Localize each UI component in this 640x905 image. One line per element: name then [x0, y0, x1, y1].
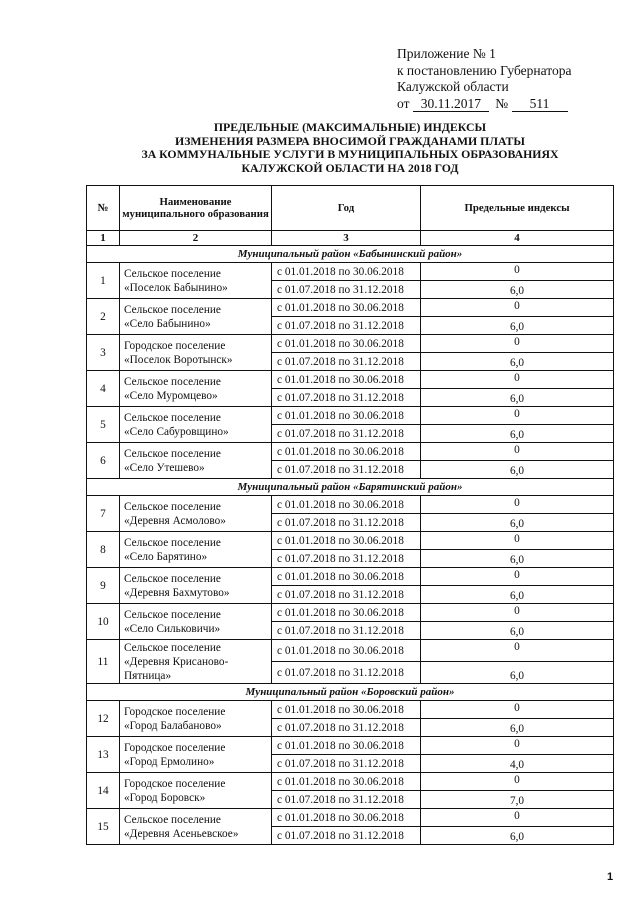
- index-first-half: 0: [421, 773, 614, 791]
- municipality-name: [120, 568, 272, 604]
- table-row: [87, 299, 614, 317]
- period-first-half: с 01.01.2018 по 30.06.2018: [272, 604, 421, 622]
- table-row: [87, 443, 614, 461]
- municipality-type: Городское поселение: [124, 705, 226, 718]
- index-second-half: 6,0: [421, 389, 614, 407]
- appendix-line-2: к постановлению Губернатора: [397, 62, 572, 78]
- row-number: 10: [87, 604, 120, 640]
- period-second-half: с 01.07.2018 по 31.12.2018: [272, 389, 421, 407]
- table-row: [87, 568, 614, 586]
- municipality-type: Сельское поселение: [124, 303, 221, 316]
- period-first-half: с 01.01.2018 по 30.06.2018: [272, 773, 421, 791]
- period-second-half: с 01.07.2018 по 31.12.2018: [272, 755, 421, 773]
- period-second-half: с 01.07.2018 по 31.12.2018: [272, 514, 421, 532]
- page-number: 1: [607, 871, 614, 883]
- table-row: [87, 701, 614, 719]
- period-second-half: с 01.07.2018 по 31.12.2018: [272, 586, 421, 604]
- header-num: №: [87, 186, 120, 231]
- municipality-name: [120, 407, 272, 443]
- appendix-date-row: [397, 96, 597, 113]
- number-prefix: №: [495, 95, 509, 111]
- index-second-half: 6,0: [421, 514, 614, 532]
- indices-table: [86, 185, 614, 845]
- municipality-title: «Поселок Воротынск»: [124, 353, 233, 366]
- title-line-1: ПРЕДЕЛЬНЫЕ (МАКСИМАЛЬНЫЕ) ИНДЕКСЫ: [213, 120, 487, 134]
- municipality-name: [120, 604, 272, 640]
- row-number: 1: [87, 263, 120, 299]
- row-number: 15: [87, 809, 120, 845]
- decree-number: 511: [512, 97, 568, 112]
- row-number: 7: [87, 496, 120, 532]
- table-row: [87, 263, 614, 281]
- municipality-title: «Деревня Крисаново-: [124, 655, 229, 668]
- period-first-half: с 01.01.2018 по 30.06.2018: [272, 568, 421, 586]
- municipality-title: «Деревня Бахмутово»: [124, 586, 230, 599]
- municipality-type: Сельское поселение: [124, 813, 221, 826]
- header-name: Наименование муниципального образования: [120, 186, 272, 231]
- municipality-title: «Поселок Бабынино»: [124, 281, 228, 294]
- municipality-title: «Город Боровск»: [124, 791, 206, 804]
- title-line-3: ЗА КОММУНАЛЬНЫЕ УСЛУГИ В МУНИЦИПАЛЬНЫХ ОБРАЗОВАНИЯХ: [141, 147, 559, 162]
- appendix-line-1: Приложение № 1: [397, 46, 496, 61]
- index-first-half: 0: [421, 263, 614, 281]
- table-row: [87, 335, 614, 353]
- municipality-title: «Село Барятино»: [124, 550, 208, 563]
- header-year: Год: [272, 186, 421, 231]
- municipality-title: «Город Балабаново»: [124, 719, 222, 732]
- row-number: 6: [87, 443, 120, 479]
- period-first-half: с 01.01.2018 по 30.06.2018: [272, 737, 421, 755]
- index-second-half: 6,0: [421, 353, 614, 371]
- row-number: 4: [87, 371, 120, 407]
- district-row: [87, 684, 614, 701]
- index-first-half: 0: [421, 604, 614, 622]
- row-number: 5: [87, 407, 120, 443]
- municipality-title: «Деревня Асмолово»: [124, 514, 226, 527]
- column-number-row: [87, 231, 614, 246]
- appendix-line-3: Калужской области: [397, 79, 509, 94]
- document-title: [60, 121, 640, 175]
- row-number: 2: [87, 299, 120, 335]
- period-second-half: с 01.07.2018 по 31.12.2018: [272, 622, 421, 640]
- index-first-half: 0: [421, 299, 614, 317]
- municipality-title: «Деревня Асеньевское»: [124, 827, 239, 840]
- period-first-half: с 01.01.2018 по 30.06.2018: [272, 809, 421, 827]
- municipality-name: [120, 532, 272, 568]
- municipality-type: Городское поселение: [124, 339, 226, 352]
- decree-date: 30.11.2017: [413, 97, 489, 112]
- municipality-name: [120, 640, 272, 684]
- period-first-half: с 01.01.2018 по 30.06.2018: [272, 263, 421, 281]
- index-second-half: 4,0: [421, 755, 614, 773]
- row-number: 8: [87, 532, 120, 568]
- table-row: [87, 532, 614, 550]
- index-second-half: 6,0: [421, 622, 614, 640]
- column-number: 3: [272, 231, 421, 246]
- municipality-name: [120, 737, 272, 773]
- period-second-half: с 01.07.2018 по 31.12.2018: [272, 662, 421, 684]
- municipality-type: Городское поселение: [124, 777, 226, 790]
- index-first-half: 0: [421, 407, 614, 425]
- index-first-half: 0: [421, 737, 614, 755]
- period-first-half: с 01.01.2018 по 30.06.2018: [272, 532, 421, 550]
- row-number: 11: [87, 640, 120, 684]
- column-number: 2: [120, 231, 272, 246]
- municipality-name: [120, 371, 272, 407]
- date-prefix: от: [397, 95, 410, 111]
- table-row: [87, 371, 614, 389]
- index-second-half: 6,0: [421, 317, 614, 335]
- period-first-half: с 01.01.2018 по 30.06.2018: [272, 443, 421, 461]
- table-row: [87, 773, 614, 791]
- column-number: 1: [87, 231, 120, 246]
- period-second-half: с 01.07.2018 по 31.12.2018: [272, 550, 421, 568]
- index-second-half: 6,0: [421, 281, 614, 299]
- index-first-half: 0: [421, 809, 614, 827]
- index-first-half: 0: [421, 443, 614, 461]
- period-second-half: с 01.07.2018 по 31.12.2018: [272, 281, 421, 299]
- title-line-2: ИЗМЕНЕНИЯ РАЗМЕРА ВНОСИМОЙ ГРАЖДАНАМИ ПЛАТЫ: [175, 133, 525, 148]
- column-number: 4: [421, 231, 614, 246]
- index-second-half: 6,0: [421, 719, 614, 737]
- row-number: 12: [87, 701, 120, 737]
- table-row: [87, 496, 614, 514]
- municipality-name: [120, 299, 272, 335]
- period-second-half: с 01.07.2018 по 31.12.2018: [272, 425, 421, 443]
- period-second-half: с 01.07.2018 по 31.12.2018: [272, 827, 421, 845]
- municipality-type: Сельское поселение: [124, 641, 221, 654]
- table-row: [87, 407, 614, 425]
- municipality-name: [120, 809, 272, 845]
- municipality-type: Сельское поселение: [124, 608, 221, 621]
- index-first-half: 0: [421, 335, 614, 353]
- municipality-type: Сельское поселение: [124, 375, 221, 388]
- title-line-4: КАЛУЖСКОЙ ОБЛАСТИ НА 2018 ГОД: [241, 160, 459, 175]
- index-first-half: 0: [421, 701, 614, 719]
- index-second-half: 6,0: [421, 425, 614, 443]
- row-number: 13: [87, 737, 120, 773]
- index-first-half: 0: [421, 496, 614, 514]
- table-row: [87, 737, 614, 755]
- municipality-type: Сельское поселение: [124, 572, 221, 585]
- municipality-title: «Село Сильковичи»: [124, 622, 221, 635]
- table-row: [87, 604, 614, 622]
- municipality-type: Сельское поселение: [124, 536, 221, 549]
- row-number: 14: [87, 773, 120, 809]
- appendix-block: [397, 46, 597, 112]
- municipality-type: Сельское поселение: [124, 447, 221, 460]
- district-row: [87, 479, 614, 496]
- index-first-half: 0: [421, 640, 614, 662]
- period-second-half: с 01.07.2018 по 31.12.2018: [272, 461, 421, 479]
- municipality-title: «Село Муромцево»: [124, 389, 218, 402]
- index-second-half: 6,0: [421, 662, 614, 684]
- period-second-half: с 01.07.2018 по 31.12.2018: [272, 791, 421, 809]
- district-title: Муниципальный район «Бабынинский район»: [87, 246, 614, 263]
- period-second-half: с 01.07.2018 по 31.12.2018: [272, 353, 421, 371]
- table-row: [87, 640, 614, 662]
- district-title: Муниципальный район «Боровский район»: [87, 684, 614, 701]
- index-second-half: 6,0: [421, 550, 614, 568]
- municipality-type: Сельское поселение: [124, 500, 221, 513]
- municipality-name: [120, 496, 272, 532]
- district-row: [87, 246, 614, 263]
- municipality-title: «Село Бабынино»: [124, 317, 211, 330]
- index-second-half: 6,0: [421, 827, 614, 845]
- index-first-half: 0: [421, 532, 614, 550]
- index-second-half: 6,0: [421, 586, 614, 604]
- municipality-type: Сельское поселение: [124, 411, 221, 424]
- period-first-half: с 01.01.2018 по 30.06.2018: [272, 496, 421, 514]
- header-index: Предельные индексы: [421, 186, 614, 231]
- index-second-half: 7,0: [421, 791, 614, 809]
- municipality-name: [120, 263, 272, 299]
- period-second-half: с 01.07.2018 по 31.12.2018: [272, 317, 421, 335]
- period-first-half: с 01.01.2018 по 30.06.2018: [272, 371, 421, 389]
- index-first-half: 0: [421, 568, 614, 586]
- municipality-title: «Село Утешево»: [124, 461, 205, 474]
- municipality-title: «Село Сабуровщино»: [124, 425, 229, 438]
- municipality-type: Сельское поселение: [124, 267, 221, 280]
- table-row: [87, 809, 614, 827]
- period-first-half: с 01.01.2018 по 30.06.2018: [272, 299, 421, 317]
- period-first-half: с 01.01.2018 по 30.06.2018: [272, 407, 421, 425]
- period-second-half: с 01.07.2018 по 31.12.2018: [272, 719, 421, 737]
- period-first-half: с 01.01.2018 по 30.06.2018: [272, 701, 421, 719]
- municipality-title-cont: Пятница»: [124, 669, 172, 682]
- index-first-half: 0: [421, 371, 614, 389]
- municipality-name: [120, 443, 272, 479]
- row-number: 3: [87, 335, 120, 371]
- period-first-half: с 01.01.2018 по 30.06.2018: [272, 335, 421, 353]
- municipality-name: [120, 335, 272, 371]
- period-first-half: с 01.01.2018 по 30.06.2018: [272, 640, 421, 662]
- municipality-type: Городское поселение: [124, 741, 226, 754]
- municipality-name: [120, 701, 272, 737]
- row-number: 9: [87, 568, 120, 604]
- district-title: Муниципальный район «Барятинский район»: [87, 479, 614, 496]
- index-second-half: 6,0: [421, 461, 614, 479]
- table-header-row: [87, 186, 614, 231]
- municipality-name: [120, 773, 272, 809]
- municipality-title: «Город Ермолино»: [124, 755, 215, 768]
